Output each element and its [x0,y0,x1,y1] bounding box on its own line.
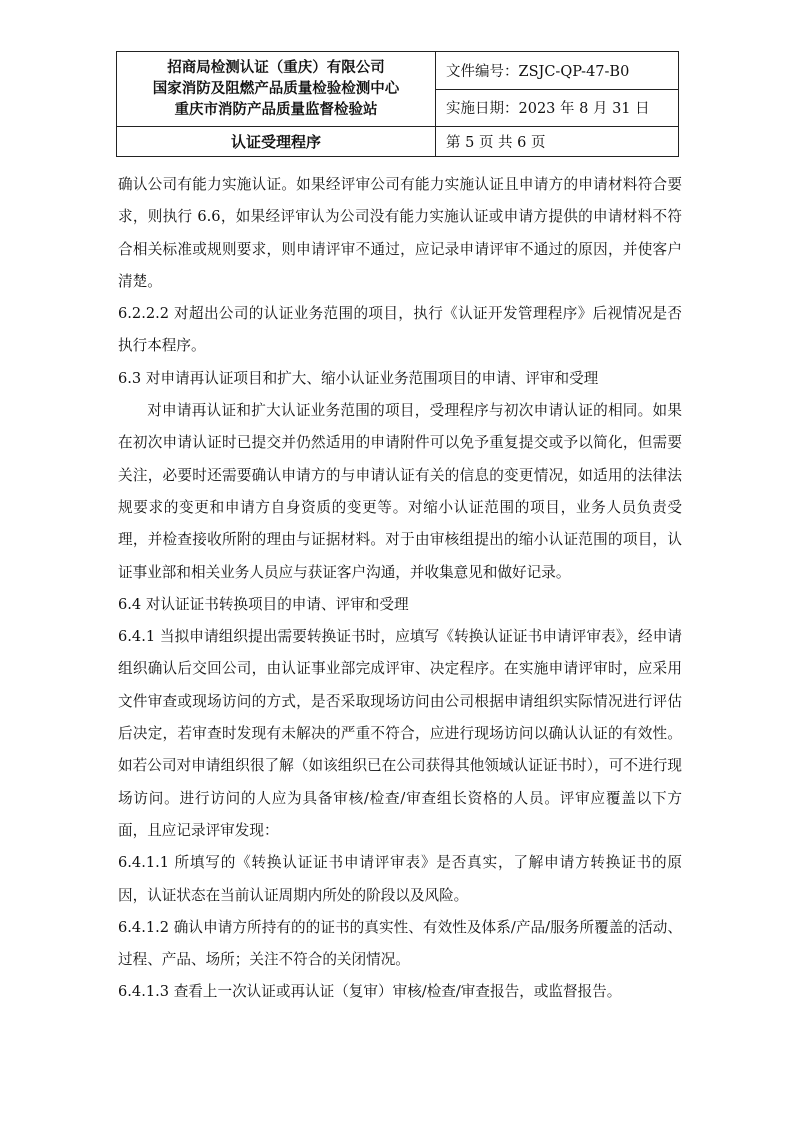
org-name-3: 重庆市消防产品质量监督检验站 [174,101,378,118]
paragraph-2: 6.2.2.2 对超出公司的认证业务范围的项目，执行《认证开发管理程序》后视情况是否执行本程序。 [118,305,682,355]
document-title: 认证受理程序 [117,127,436,157]
doc-number: 文件编号：ZSJC-QP-47-B0 [436,52,679,90]
section-heading-6-4: 6.4 对认证证书转换项目的申请、评审和受理 [118,595,409,613]
document-body [118,169,682,1009]
effective-date: 实施日期：2023 年 8 月 31 日 [436,89,679,127]
page-info: 第 5 页 共 6 页 [436,127,679,157]
paragraph-1: 确认公司有能力实施认证。如果经评审公司有能力实施认证且申请方的申请材料符合要求，则执行 6.6，如果经评审认为公司没有能力实施认证或申请方提供的申请材料不符合相关标准或规则要求，则申请评审不通过，应记录申请评审不通过的原因，并使客户清楚。 [118,176,682,290]
document-header-table [116,51,679,157]
paragraph-6: 6.4.1.2 确认申请方所持有的的证书的真实性、有效性及体系/产品/服务所覆盖的活动、过程、产品、场所；关注不符合的关闭情况。 [118,918,682,969]
paragraph-5: 6.4.1.1 所填写的《转换认证证书申请评审表》是否真实，了解申请方转换证书的原因，认证状态在当前认证周期内所处的阶段以及风险。 [118,854,682,904]
paragraph-7: 6.4.1.3 查看上一次认证或再认证（复审）审核/检查/审查报告，或监督报告。 [118,983,622,1001]
organization-names [117,52,436,127]
org-name-1: 招商局检测认证（重庆）有限公司 [167,59,385,76]
paragraph-3: 对申请再认证和扩大认证业务范围的项目，受理程序与初次申请认证的相同。如果在初次申请认证时已提交并仍然适用的申请附件可以免予重复提交或予以简化，但需要关注，必要时还需要确认申请方的与申请认证有关的信息的变更情况，如适用的法律法规要求的变更和申请方自身资质的变更等。对缩小认证范围的项目，业务人员负责受理，并检查接收所附的理由与证据材料。对于由审核组提出的缩小认证范围的项目，认证事业部和相关业务人员应与获证客户沟通，并收集意见和做好记录。 [118,402,682,581]
section-heading-6-3: 6.3 对申请再认证项目和扩大、缩小认证业务范围项目的申请、评审和受理 [118,369,599,387]
paragraph-4: 6.4.1 当拟申请组织提出需要转换证书时，应填写《转换认证证书申请评审表》，经申请组织确认后交回公司，由认证事业部完成评审、决定程序。在实施申请评审时，应采用文件审查或现场访问的方式，是否采取现场访问由公司根据申请组织实际情况进行评估后决定，若审查时发现有未解决的严重不符合，应进行现场访问以确认认证的有效性。如若公司对申请组织很了解（如该组织已在公司获得其他领域认证证书时），可不进行现场访问。进行访问的人应为具备审核/检查/审查组长资格的人员。评审应覆盖以下方面，且应记录评审发现： [118,628,682,839]
org-name-2: 国家消防及阻燃产品质量检验检测中心 [152,80,400,97]
